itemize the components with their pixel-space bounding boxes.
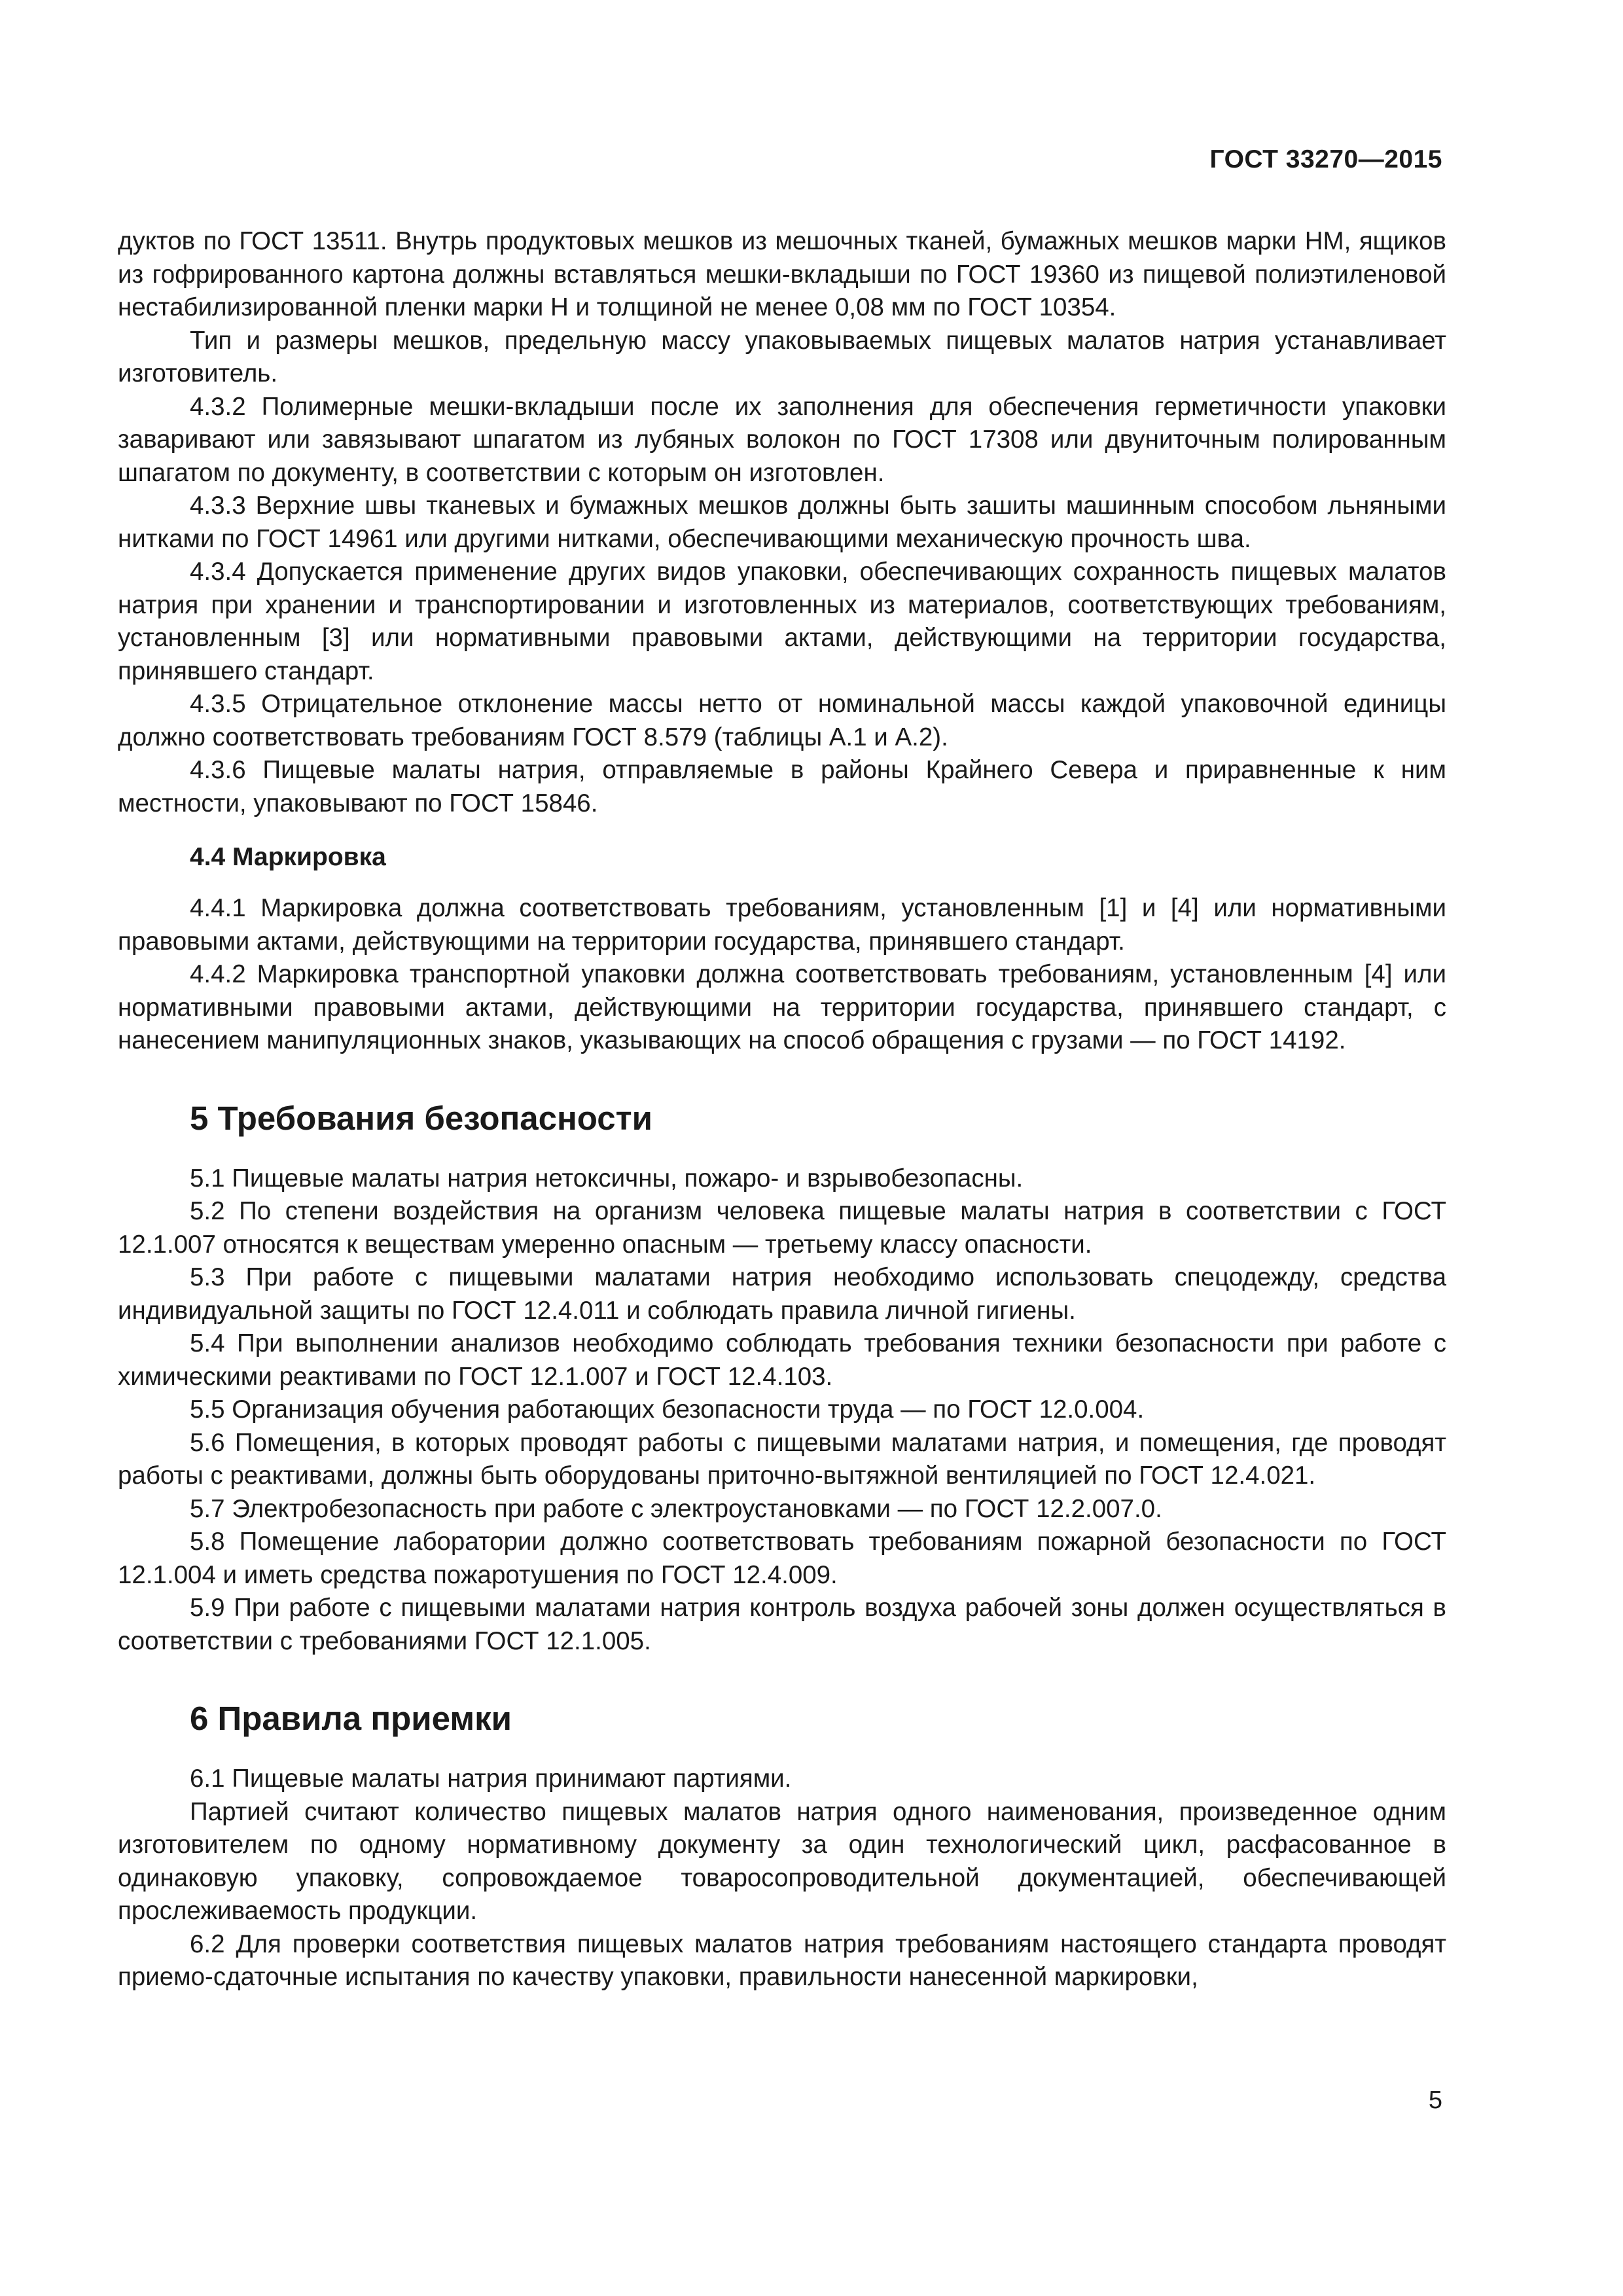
document-body bbox=[118, 225, 1446, 1994]
paragraph: 5.7 Электробезопасность при работе с электроустановками — по ГОСТ 12.2.007.0. bbox=[190, 1494, 1162, 1523]
paragraph: 4.3.6 Пищевые малаты натрия, отправляемые в районы Крайнего Севера и приравненные к ним местности, упаковывают по ГОСТ 15846. bbox=[118, 756, 1446, 817]
subsection-heading: 4.4 Маркировка bbox=[190, 843, 386, 871]
paragraph: 6.2 Для проверки соответствия пищевых малатов натрия требованиям настоящего стандарта проводят приемо-сдаточные испытания по качеству упаковки, правильности нанесенной маркировки, bbox=[118, 1929, 1446, 1991]
section-heading: 5 Требования безопасности bbox=[190, 1099, 652, 1137]
paragraph: 5.5 Организация обучения работающих безопасности труда — по ГОСТ 12.0.004. bbox=[190, 1395, 1145, 1424]
paragraph: 5.9 При работе с пищевыми малатами натрия контроль воздуха рабочей зоны должен осуществляться в соответствии с требованиями ГОСТ 12.1.005. bbox=[118, 1594, 1446, 1655]
paragraph: 5.2 По степени воздействия на организм человека пищевые малаты натрия в соответствии с ГОСТ 12.1.007 относятся к веществам умеренно опасным — третьему классу опасности. bbox=[118, 1197, 1446, 1259]
paragraph: Тип и размеры мешков, предельную массу упаковываемых пищевых малатов натрия устанавливает изготовитель. bbox=[118, 326, 1446, 387]
paragraph: 4.3.2 Полимерные мешки-вкладыши после их заполнения для обеспечения герметичности упаковки заваривают или завязывают шпагатом из лубяных волокон по ГОСТ 17308 или двуниточным полированным шпагатом по документу, в соответствии с которым он изготовлен. bbox=[118, 392, 1446, 487]
page-number: 5 bbox=[1428, 2087, 1442, 2114]
paragraph: 4.3.5 Отрицательное отклонение массы нетто от номинальной массы каждой упаковочной единицы должно соответствовать требованиям ГОСТ 8.579 (таблицы А.1 и А.2). bbox=[118, 690, 1446, 751]
paragraph: Партией считают количество пищевых малатов натрия одного наименования, произведенное одним изготовителем по одному нормативному документу за один технологический цикл, расфасованное в одинаковую упаковку, сопровождаемое товаросопроводительной документацией, обеспечивающей прослеживаемость продукции. bbox=[118, 1797, 1446, 1925]
paragraph: 5.1 Пищевые малаты натрия нетоксичны, пожаро- и взрывобезопасны. bbox=[190, 1164, 1024, 1193]
document-code-header: ГОСТ 33270—2015 bbox=[1209, 145, 1442, 173]
paragraph: 5.8 Помещение лаборатории должно соответствовать требованиям пожарной безопасности по ГОСТ 12.1.004 и иметь средства пожаротушения по ГОСТ 12.4.009. bbox=[118, 1528, 1446, 1589]
paragraph: 5.6 Помещения, в которых проводят работы с пищевыми малатами натрия, и помещения, где проводят работы с реактивами, должны быть оборудованы приточно-вытяжной вентиляцией по ГОСТ 12.4.021. bbox=[118, 1428, 1446, 1490]
paragraph: 5.3 При работе с пищевыми малатами натрия необходимо использовать спецодежду, средства индивидуальной защиты по ГОСТ 12.4.011 и соблюдать правила личной гигиены. bbox=[118, 1263, 1446, 1325]
paragraph: дуктов по ГОСТ 13511. Внутрь продуктовых мешков из мешочных тканей, бумажных мешков марки НМ, ящиков из гофрированного картона должны вставляться мешки-вкладыши по ГОСТ 19360 из пищевой полиэтиленовой нестабилизированной пленки марки Н и толщиной не менее 0,08 мм по ГОСТ 10354. bbox=[118, 227, 1446, 321]
paragraph: 4.4.2 Маркировка транспортной упаковки должна соответствовать требованиям, установленным [4] или нормативными правовыми актами, действующими на территории государства, принявшего стандарт, с нанесением манипуляционных знаков, указывающих на способ обращения с грузами — по ГОСТ 14192. bbox=[118, 960, 1446, 1054]
paragraph: 4.3.3 Верхние швы тканевых и бумажных мешков должны быть зашиты машинным способом льняными нитками по ГОСТ 14961 или другими нитками, обеспечивающими механическую прочность шва. bbox=[118, 492, 1446, 553]
paragraph: 4.4.1 Маркировка должна соответствовать требованиям, установленным [1] и [4] или нормативными правовыми актами, действующими на территории государства, принявшего стандарт. bbox=[118, 894, 1446, 956]
section-heading: 6 Правила приемки bbox=[190, 1700, 512, 1737]
paragraph: 5.4 При выполнении анализов необходимо соблюдать требования техники безопасности при работе с химическими реактивами по ГОСТ 12.1.007 и ГОСТ 12.4.103. bbox=[118, 1329, 1446, 1391]
paragraph: 6.1 Пищевые малаты натрия принимают партиями. bbox=[190, 1765, 792, 1793]
paragraph: 4.3.4 Допускается применение других видов упаковки, обеспечивающих сохранность пищевых малатов натрия при хранении и транспортировании и изготовленных из материалов, соответствующих требованиям, установленным [3] или нормативными правовыми актами, действующими на территории государства, принявшего стандарт. bbox=[118, 558, 1446, 685]
